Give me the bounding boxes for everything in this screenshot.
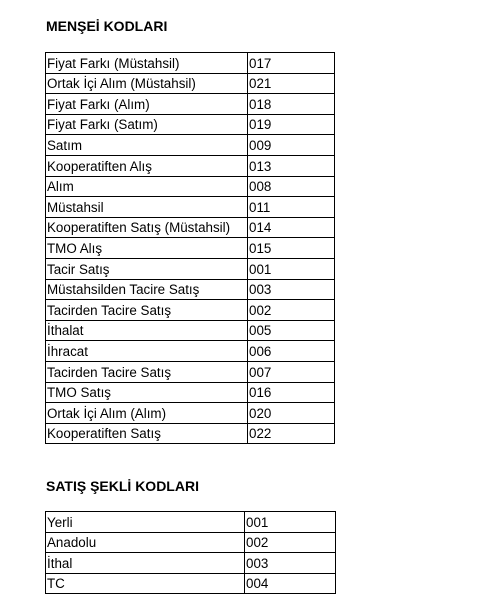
satis-sekli-kodlari-table <box>45 511 336 594</box>
row-code-cell: 001 <box>245 512 336 533</box>
table-row <box>46 238 335 259</box>
table-row <box>46 403 335 424</box>
table-row <box>46 176 335 197</box>
row-name-cell: Müstahsil <box>46 197 248 218</box>
table-row <box>46 53 335 74</box>
row-name-cell: İhracat <box>46 341 248 362</box>
row-code-cell: 005 <box>248 320 335 341</box>
table-row <box>46 512 336 533</box>
table-row <box>46 94 335 115</box>
row-name-cell: Kooperatiften Satış (Müstahsil) <box>46 217 248 238</box>
row-code-cell: 002 <box>248 300 335 321</box>
table-row <box>46 532 336 553</box>
row-name-cell: İthal <box>46 553 245 574</box>
table-row <box>46 135 335 156</box>
mensei-kodlari-heading: MENŞEİ KODLARI <box>46 18 168 34</box>
row-name-cell: Satım <box>46 135 248 156</box>
table-row <box>46 279 335 300</box>
row-name-cell: Kooperatiften Satış <box>46 423 248 444</box>
row-name-cell: Tacirden Tacire Satış <box>46 300 248 321</box>
row-code-cell: 016 <box>248 382 335 403</box>
table-row <box>46 320 335 341</box>
row-name-cell: Fiyat Farkı (Alım) <box>46 94 248 115</box>
row-name-cell: TMO Alış <box>46 238 248 259</box>
row-code-cell: 004 <box>245 573 336 594</box>
row-name-cell: Yerli <box>46 512 245 533</box>
table-row <box>46 73 335 94</box>
row-name-cell: Ortak İçi Alım (Müstahsil) <box>46 73 248 94</box>
row-code-cell: 020 <box>248 403 335 424</box>
row-name-cell: İthalat <box>46 320 248 341</box>
mensei-kodlari-table-body <box>46 53 335 444</box>
row-code-cell: 019 <box>248 114 335 135</box>
table-row <box>46 341 335 362</box>
row-name-cell: Tacir Satış <box>46 258 248 279</box>
table-row <box>46 573 336 594</box>
row-name-cell: Fiyat Farkı (Satım) <box>46 114 248 135</box>
row-code-cell: 013 <box>248 155 335 176</box>
row-name-cell: Müstahsilden Tacire Satış <box>46 279 248 300</box>
table-row <box>46 300 335 321</box>
row-code-cell: 022 <box>248 423 335 444</box>
table-row <box>46 553 336 574</box>
satis-sekli-kodlari-heading: SATIŞ ŞEKLİ KODLARI <box>46 478 199 494</box>
satis-sekli-kodlari-table-body <box>46 512 336 594</box>
row-code-cell: 021 <box>248 73 335 94</box>
row-code-cell: 011 <box>248 197 335 218</box>
row-code-cell: 015 <box>248 238 335 259</box>
table-row <box>46 361 335 382</box>
row-code-cell: 014 <box>248 217 335 238</box>
row-name-cell: TC <box>46 573 245 594</box>
row-name-cell: Alım <box>46 176 248 197</box>
row-code-cell: 018 <box>248 94 335 115</box>
mensei-kodlari-table <box>45 52 335 444</box>
table-row <box>46 258 335 279</box>
row-code-cell: 003 <box>248 279 335 300</box>
row-code-cell: 007 <box>248 361 335 382</box>
row-code-cell: 017 <box>248 53 335 74</box>
row-name-cell: Fiyat Farkı (Müstahsil) <box>46 53 248 74</box>
table-row <box>46 423 335 444</box>
table-row <box>46 114 335 135</box>
table-row <box>46 217 335 238</box>
table-row <box>46 197 335 218</box>
table-row <box>46 382 335 403</box>
row-name-cell: TMO Satış <box>46 382 248 403</box>
row-code-cell: 008 <box>248 176 335 197</box>
row-code-cell: 003 <box>245 553 336 574</box>
row-code-cell: 006 <box>248 341 335 362</box>
row-name-cell: Anadolu <box>46 532 245 553</box>
row-name-cell: Tacirden Tacire Satış <box>46 361 248 382</box>
row-name-cell: Kooperatiften Alış <box>46 155 248 176</box>
table-row <box>46 155 335 176</box>
row-code-cell: 001 <box>248 258 335 279</box>
row-code-cell: 009 <box>248 135 335 156</box>
row-name-cell: Ortak İçi Alım (Alım) <box>46 403 248 424</box>
row-code-cell: 002 <box>245 532 336 553</box>
